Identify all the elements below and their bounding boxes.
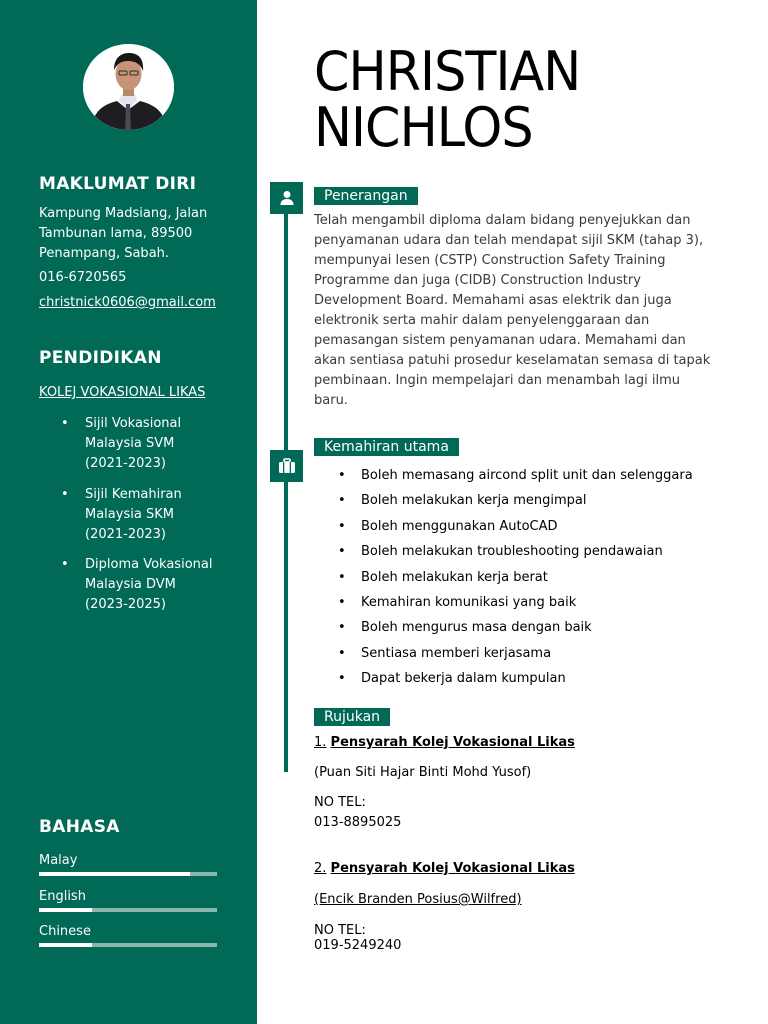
language-bar-chinese bbox=[39, 943, 217, 947]
language-bar-malay bbox=[39, 872, 217, 876]
language-level-fill bbox=[39, 908, 92, 912]
list-item: • Sentiasa memberi kerjasama bbox=[336, 641, 716, 666]
reference-1-tel: 013-8895025 bbox=[314, 815, 402, 830]
list-item: • Boleh melakukan kerja berat bbox=[336, 565, 716, 590]
candidate-name bbox=[314, 40, 581, 159]
language-bar-english bbox=[39, 908, 217, 912]
timeline-line bbox=[284, 212, 288, 772]
reference-2-title: 2. Pensyarah Kolej Vokasional Likas bbox=[314, 861, 575, 876]
reference-1-person: (Puan Siti Hajar Binti Mohd Yusof) bbox=[314, 765, 532, 780]
reference-2-person: (Encik Branden Posius@Wilfred) bbox=[314, 892, 522, 907]
skills-heading: Kemahiran utama bbox=[314, 438, 459, 456]
education-item: • Sijil Kemahiran Malaysia SKM (2021-2023) bbox=[58, 485, 228, 545]
list-item: • Boleh mengurus masa dengan baik bbox=[336, 615, 716, 640]
language-label-chinese: Chinese bbox=[39, 924, 91, 939]
user-icon bbox=[270, 182, 303, 214]
language-label-english: English bbox=[39, 889, 86, 904]
language-heading: BAHASA bbox=[39, 817, 120, 837]
skills-list bbox=[336, 463, 716, 692]
list-item: • Kemahiran komunikasi yang baik bbox=[336, 590, 716, 615]
reference-1-title: 1. Pensyarah Kolej Vokasional Likas bbox=[314, 735, 575, 750]
school-name[interactable]: KOLEJ VOKASIONAL LIKAS bbox=[39, 385, 206, 400]
phone-number: 016-6720565 bbox=[39, 270, 127, 285]
personal-heading: MAKLUMAT DIRI bbox=[39, 174, 197, 194]
about-text: Telah mengambil diploma dalam bidang penyejukkan dan penyamanan udara dan telah mendapat sijil SKM (tahap 3), mempunyai lesen (CSTP) Construction Safety Training Programme dan juga (CIDB) Construction Industry Development Board. Memahami asas elektrik dan juga elektronik serta mahir dalam penyelenggaraan dan pemasangan sistem penyamanan udara. Memahami dan akan sentiasa patuhi prosedur keselamatan semasa di tapak pembinaan. Ingin mempelajari dan menambah lagi ilmu baru. bbox=[314, 213, 711, 408]
briefcase-icon bbox=[270, 450, 303, 482]
address-line-2: Tambunan lama, 89500 bbox=[39, 226, 193, 241]
reference-2-tel: 019-5249240 bbox=[314, 938, 402, 953]
avatar bbox=[83, 44, 174, 130]
list-item: • Boleh memasang aircond split unit dan selenggara bbox=[336, 463, 716, 488]
education-item: • Sijil Vokasional Malaysia SVM (2021-2023) bbox=[58, 414, 228, 474]
about-heading: Penerangan bbox=[314, 187, 418, 205]
language-label-malay: Malay bbox=[39, 853, 78, 868]
list-item: • Boleh melakukan troubleshooting pendawaian bbox=[336, 539, 716, 564]
email-link[interactable]: christnick0606@gmail.com bbox=[39, 295, 216, 310]
last-name: NICHLOS bbox=[314, 96, 533, 159]
list-item: • Boleh menggunakan AutoCAD bbox=[336, 514, 716, 539]
first-name: CHRISTIAN bbox=[314, 40, 581, 103]
profile-photo bbox=[83, 44, 174, 130]
education-heading: PENDIDIKAN bbox=[39, 348, 162, 368]
list-item: • Dapat bekerja dalam kumpulan bbox=[336, 666, 716, 691]
references-heading: Rujukan bbox=[314, 708, 390, 726]
address-line-3: Penampang, Sabah. bbox=[39, 246, 170, 261]
language-level-fill bbox=[39, 872, 190, 876]
reference-2-tel-label: NO TEL: bbox=[314, 923, 366, 938]
reference-1-tel-label: NO TEL: bbox=[314, 795, 366, 810]
address-line-1: Kampung Madsiang, Jalan bbox=[39, 206, 208, 221]
education-item: • Diploma Vokasional Malaysia DVM (2023-2025) bbox=[58, 555, 228, 615]
education-list bbox=[58, 414, 248, 626]
language-level-fill bbox=[39, 943, 92, 947]
sidebar bbox=[0, 0, 257, 1024]
list-item: • Boleh melakukan kerja mengimpal bbox=[336, 488, 716, 513]
